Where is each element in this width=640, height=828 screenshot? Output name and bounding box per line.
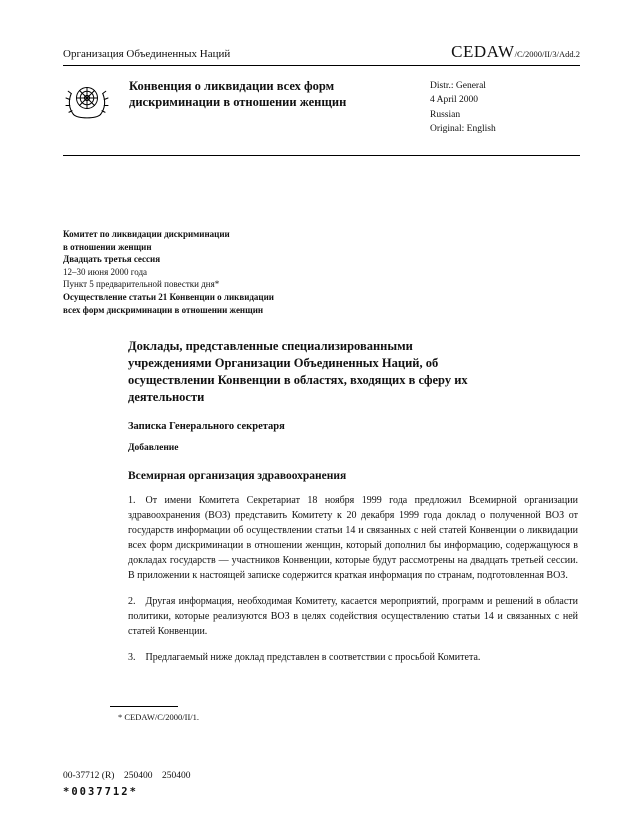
committee-block	[63, 228, 580, 316]
original-language-line: Original: English	[430, 123, 496, 134]
distr-line: Distr.: General	[430, 81, 486, 91]
language-line: Russian	[430, 109, 461, 120]
session-dates: 12–30 июня 2000 года	[63, 266, 148, 277]
doc-symbol-main: CEDAW	[451, 42, 515, 61]
distribution-block	[430, 78, 580, 136]
doc-symbol	[451, 42, 580, 62]
main-content	[128, 338, 580, 665]
footnote-separator	[110, 706, 178, 707]
footnote-block	[110, 706, 199, 722]
un-emblem-icon	[63, 78, 113, 130]
masthead	[63, 42, 580, 62]
footnote-text: * CEDAW/C/2000/II/1.	[118, 712, 200, 722]
session-title: Двадцать третья сессия	[63, 254, 161, 265]
org-name: Организация Объединенных Наций	[63, 48, 231, 60]
paragraph-1: 1. От имени Комитета Секретариат 18 ноября 1999 года предложил Всемирной организации здравоохранения (ВОЗ) представить Комитету к 20 декабря 1999 года доклад о полученной ВОЗ от государств информации об осуществлении статьи 14 и связанных с ней статей Конвенции о ликвидации всех форм дискриминации в отношении женщин, который дополнил бы информацию, содержащуюся в докладах государств — участников Конвенции, которые будут рассмотрены на двадцать третьей сессии. В приложении к настоящей записке содержится краткая информация по странам, подготовленная ВОЗ.	[128, 494, 578, 581]
masthead-emblem-row	[63, 66, 580, 152]
date-line: 4 April 2000	[430, 95, 479, 106]
agenda-item-title-line1: Осуществление статьи 21 Конвенции о ликвидации	[63, 291, 274, 302]
committee-name-line2: в отношении женщин	[63, 241, 152, 252]
masthead-bottom-rule	[63, 155, 580, 156]
committee-name-line1: Комитет по ликвидации дискриминации	[63, 229, 230, 239]
footer-doc-number: 00-37712 (R) 250400 250400	[63, 771, 191, 781]
note-subtitle: Записка Генерального секретаря	[128, 420, 285, 432]
addendum-label: Добавление	[128, 442, 179, 453]
paragraph-3: 3. Предлагаемый ниже доклад представлен в соответствии с просьбой Комитета.	[128, 651, 481, 663]
agenda-item: Пункт 5 предварительной повестки дня*	[63, 279, 220, 290]
doc-symbol-suffix: /C/2000/II/3/Add.2	[514, 49, 580, 59]
paragraph-2: 2. Другая информация, необходимая Комитету, касается мероприятий, программ и решений в области политики, которые реализуются ВОЗ в целях содействия осуществлению статьи 14 и связанных с ней статей Конвенции.	[128, 595, 578, 637]
convention-title: Конвенция о ликвидации всех форм дискриминации в отношении женщин	[129, 79, 347, 110]
footer-barcode-text: *0037712*	[63, 786, 138, 798]
page-footer	[63, 771, 190, 798]
section-heading-who: Всемирная организация здравоохранения	[128, 469, 347, 482]
document-title: Доклады, представленные специализированными учреждениями Организации Объединенных Наций, об осуществлении Конвенции в областях, входящих в сферу их деятельности	[128, 339, 468, 404]
agenda-item-title-line2: всех форм дискриминации в отношении женщин	[63, 304, 264, 315]
